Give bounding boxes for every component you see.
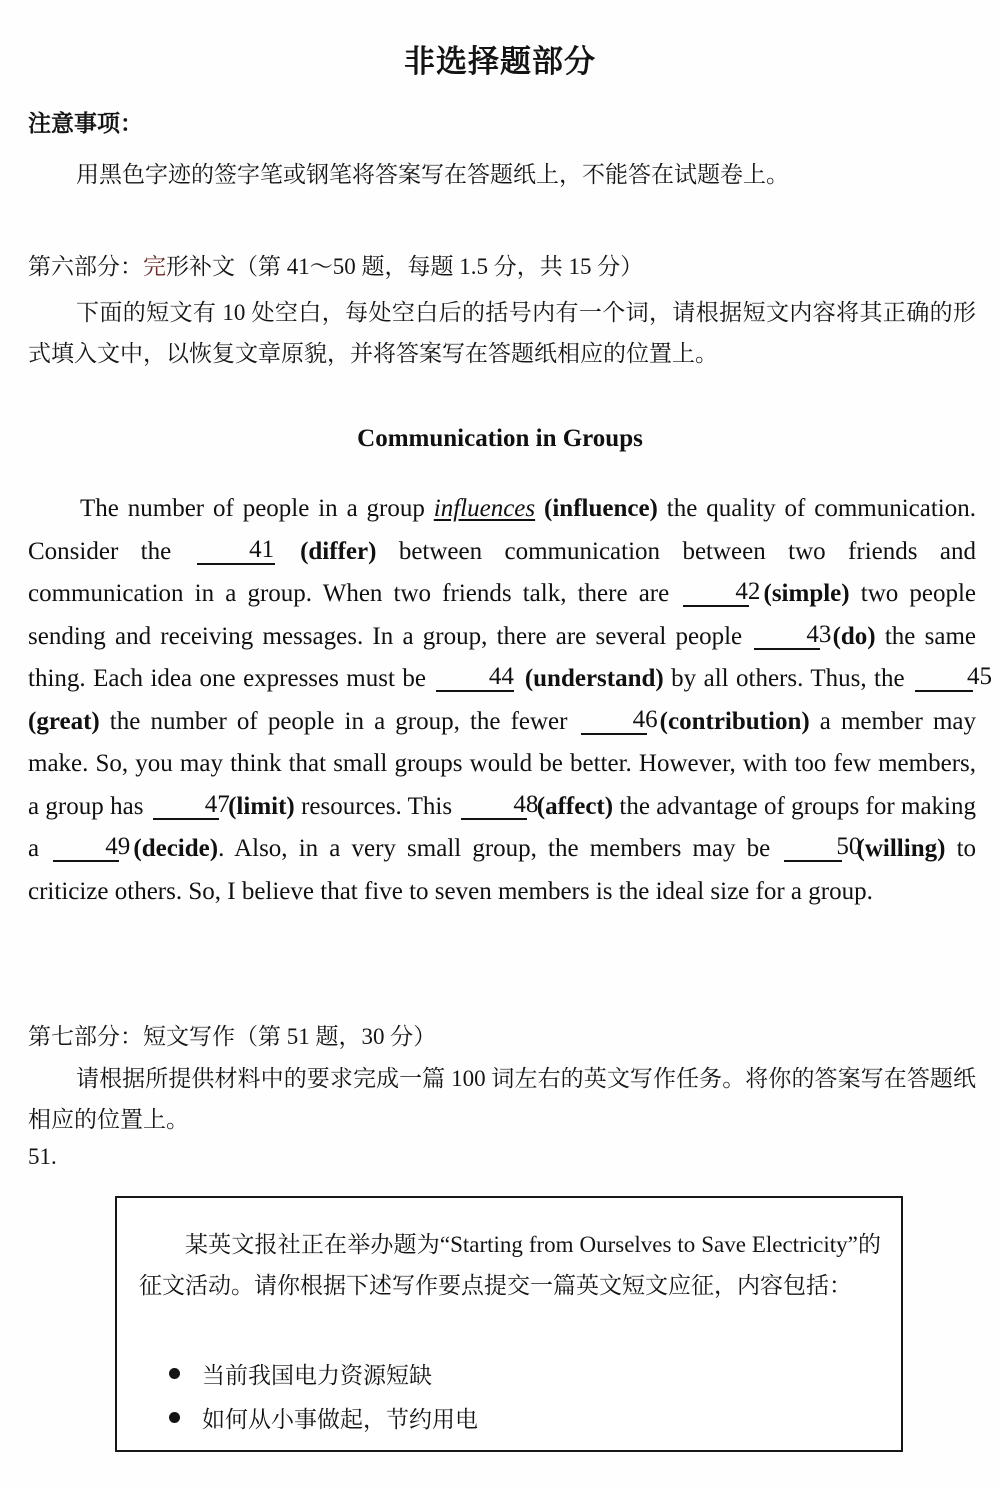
passage-text: . Also, in a very small group, the members may be (218, 835, 782, 862)
passage-text: the same thing. Each idea one expresses must be (28, 622, 976, 692)
word-cue-42: (simple) (763, 580, 850, 607)
word-cue-47: (limit) (228, 792, 295, 820)
passage-text (517, 665, 524, 692)
passage-title: Communication in Groups (357, 425, 643, 452)
word-cue-41: (differ) (300, 537, 377, 565)
blank-47[interactable]: 47 (153, 792, 219, 820)
section6-name-rest: 形补文 (166, 254, 235, 279)
blank-50[interactable]: 50 (784, 834, 842, 862)
passage-text (535, 495, 544, 522)
passage-text (278, 538, 300, 565)
blank-41[interactable]: 41 (197, 537, 275, 565)
list-item (169, 1354, 869, 1398)
example-answer: influences (433, 495, 536, 522)
passage-text: The number of people in a group (80, 495, 434, 522)
blank-42[interactable]: 42 (683, 579, 749, 607)
section6-name-highlight: 完 (143, 254, 166, 279)
writing-prompt-bullet-list (169, 1354, 869, 1442)
passage-text: between communication between two friends and communication in a group. When two friends talk, there are (28, 537, 976, 607)
word-cue-45: (great) (28, 707, 100, 735)
word-cue-49: (decide) (133, 835, 219, 862)
passage-text: a member may make. So, you may think that small groups would be better. However, with too few members, a group has (28, 707, 976, 820)
section7-instruction: 请根据所提供材料中的要求完成一篇 100 词左右的英文写作任务。将你的答案写在答题纸相应的位置上。 (28, 1066, 976, 1132)
notice-heading: 注意事项： (28, 111, 143, 137)
cloze-passage-paragraph (28, 488, 992, 913)
writing-prompt-box (115, 1196, 903, 1452)
word-cue-48: (affect) (536, 792, 614, 820)
cloze-passage (28, 488, 992, 913)
word-cue: (influence) (544, 495, 658, 522)
passage-text: the advantage of groups for making a (28, 792, 976, 862)
word-cue-46: (contribution) (659, 707, 810, 735)
word-cue-50: (willing) (856, 835, 946, 862)
bullet-point-icon (169, 1368, 180, 1379)
bullet-point-icon (169, 1412, 180, 1423)
blank-48[interactable]: 48 (461, 792, 527, 820)
section6-meta: （第 41～50 题，每题 1.5 分，共 15 分） (235, 254, 644, 279)
word-cue-44: (understand) (524, 665, 664, 692)
list-item-label: 如何从小事做起，节约用电 (202, 1407, 478, 1432)
list-item-label: 当前我国电力资源短缺 (202, 1363, 432, 1388)
word-cue-43: (do) (832, 622, 876, 650)
question-number-51: 51. (28, 1144, 57, 1169)
blank-49[interactable]: 49 (53, 834, 119, 862)
section6-heading (28, 248, 643, 281)
passage-text: to criticize others. So, I believe that five to seven members is the ideal size for a group. (28, 835, 977, 905)
passage-text: the number of people in a group, the fewer (99, 707, 578, 735)
notice-body: 用黑色字迹的签字笔或钢笔将答案写在答题纸上，不能答在试题卷上。 (76, 162, 789, 187)
page-title: 非选择题部分 (404, 44, 596, 80)
passage-text: by all others. Thus, the (663, 665, 912, 692)
blank-45[interactable]: 45 (915, 664, 973, 692)
section7-heading: 第七部分：短文写作（第 51 题，30 分） (28, 1024, 437, 1049)
list-item (169, 1398, 869, 1442)
passage-text: resources. This (294, 792, 459, 820)
passage-text: two people sending and receiving messages. In a group, there are several people (28, 580, 977, 650)
passage-text: the quality of communication. Consider the (28, 495, 976, 565)
section6-label: 第六部分： (28, 254, 143, 279)
blank-43[interactable]: 43 (754, 622, 820, 650)
blank-46[interactable]: 46 (581, 707, 647, 735)
writing-prompt-text: 某英文报社正在举办题为“Starting from Ourselves to Save Electricity”的征文活动。请你根据下述写作要点提交一篇英文短文应征，内容包括： (139, 1232, 881, 1298)
blank-44[interactable]: 44 (436, 664, 514, 692)
section6-instruction: 下面的短文有 10 处空白，每处空白后的括号内有一个词，请根据短文内容将其正确的形式填入文中，以恢复文章原貌，并将答案写在答题纸相应的位置上。 (28, 300, 976, 366)
